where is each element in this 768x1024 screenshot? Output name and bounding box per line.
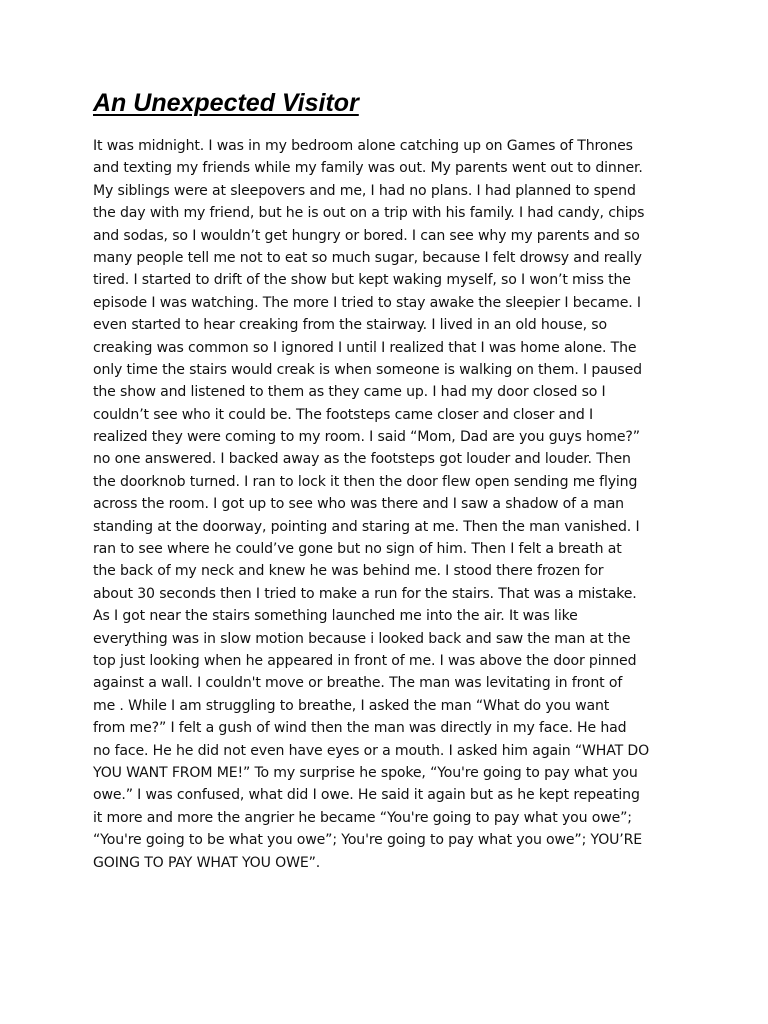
paragraph-line: realized they were coming to my room. I said “Mom, Dad are you guys home?”: [93, 429, 640, 446]
paragraph-line: me . While I am struggling to breathe, I asked the man “What do you want: [93, 697, 610, 714]
paragraph-line: YOU WANT FROM ME!” To my surprise he spoke, “You're going to pay what you: [93, 764, 638, 781]
paragraph-line: many people tell me not to eat so much sugar, because I felt drowsy and really: [93, 249, 642, 266]
paragraph-line: owe.” I was confused, what did I owe. He said it again but as he kept repeating: [93, 787, 640, 804]
paragraph-line: about 30 seconds then I tried to make a run for the stairs. That was a mistake.: [93, 585, 637, 602]
paragraph-line: ran to see where he could’ve gone but no sign of him. Then I felt a breath at: [93, 541, 622, 558]
paragraph-line: it more and more the angrier he became “You're going to pay what you owe”;: [93, 809, 632, 826]
paragraph-line: top just looking when he appeared in front of me. I was above the door pinned: [93, 652, 637, 669]
paragraph-line: even started to hear creaking from the stairway. I lived in an old house, so: [93, 317, 607, 334]
paragraph-line: no face. He he did not even have eyes or a mouth. I asked him again “WHAT DO: [93, 742, 650, 759]
paragraph-line: and texting my friends while my family was out. My parents went out to dinner.: [93, 160, 643, 177]
paragraph-line: standing at the doorway, pointing and staring at me. Then the man vanished. I: [93, 518, 640, 535]
paragraph-line: and sodas, so I wouldn’t get hungry or bored. I can see why my parents and so: [93, 227, 640, 244]
paragraph-line: couldn’t see who it could be. The footsteps came closer and closer and I: [93, 406, 593, 423]
paragraph-line: everything was in slow motion because i looked back and saw the man at the: [93, 630, 631, 647]
paragraph-line: GOING TO PAY WHAT YOU OWE”.: [93, 854, 321, 871]
paragraph-line: the doorknob turned. I ran to lock it then the door flew open sending me flying: [93, 473, 638, 490]
paragraph-line: the back of my neck and knew he was behind me. I stood there frozen for: [93, 563, 604, 580]
paragraph-line: against a wall. I couldn't move or breathe. The man was levitating in front of: [93, 675, 623, 692]
paragraph-line: It was midnight. I was in my bedroom alone catching up on Games of Thrones: [93, 138, 633, 154]
paragraph-line: across the room. I got up to see who was there and I saw a shadow of a man: [93, 496, 624, 513]
paragraph-line: episode I was watching. The more I tried to stay awake the sleepier I became. I: [93, 294, 641, 311]
paragraph-line: tired. I started to drift of the show but kept waking myself, so I won’t miss the: [93, 272, 631, 289]
document-title: An Unexpected Visitor: [93, 89, 359, 117]
paragraph-line: the show and listened to them as they came up. I had my door closed so I: [93, 384, 606, 401]
paragraph-line: the day with my friend, but he is out on a trip with his family. I had candy, chips: [93, 205, 645, 222]
story-body: [93, 135, 693, 874]
paragraph-line: “You're going to be what you owe”; You're going to pay what you owe”; YOU’RE: [93, 832, 643, 849]
paragraph-line: As I got near the stairs something launched me into the air. It was like: [93, 608, 578, 625]
paragraph-line: from me?” I felt a gush of wind then the man was directly in my face. He had: [93, 720, 627, 737]
paragraph-line: no one answered. I backed away as the footsteps got louder and louder. Then: [93, 451, 631, 468]
paragraph-line: creaking was common so I ignored I until I realized that I was home alone. The: [93, 339, 637, 356]
paragraph-line: only time the stairs would creak is when someone is walking on them. I paused: [93, 361, 642, 378]
paragraph-line: My siblings were at sleepovers and me, I had no plans. I had planned to spend: [93, 182, 636, 199]
